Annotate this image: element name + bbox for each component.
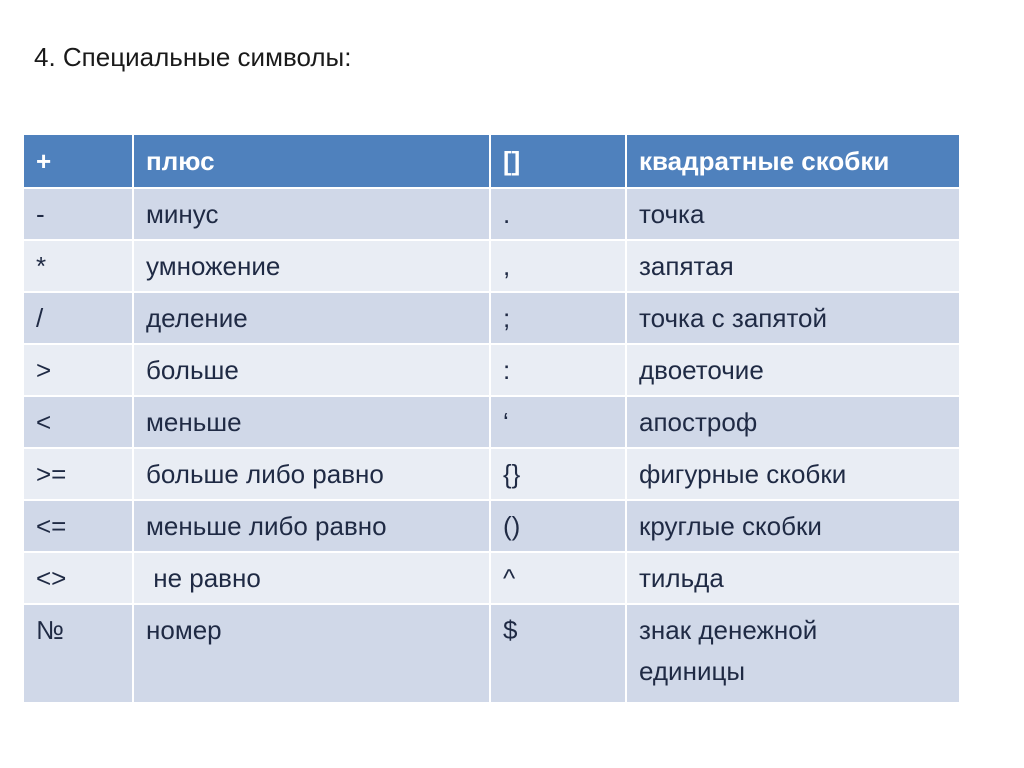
table-row [24, 448, 959, 500]
cell-symbol-1: > [24, 344, 133, 396]
table-row [24, 396, 959, 448]
header-symbol-2: [] [490, 135, 626, 188]
table-row [24, 344, 959, 396]
table-row [24, 552, 959, 604]
cell-name-1: больше [133, 344, 490, 396]
cell-name-1: минус [133, 188, 490, 240]
cell-symbol-2: : [490, 344, 626, 396]
cell-name-2: точка с запятой [626, 292, 959, 344]
cell-symbol-1: / [24, 292, 133, 344]
cell-name-2: запятая [626, 240, 959, 292]
cell-name-1: номер [133, 604, 490, 703]
cell-symbol-2: , [490, 240, 626, 292]
cell-name-1: не равно [133, 552, 490, 604]
cell-name-2: фигурные скобки [626, 448, 959, 500]
header-name-2: квадратные скобки [626, 135, 959, 188]
cell-name-1: меньше [133, 396, 490, 448]
cell-symbol-1: - [24, 188, 133, 240]
cell-name-2: двоеточие [626, 344, 959, 396]
cell-name-1: меньше либо равно [133, 500, 490, 552]
table-row [24, 604, 959, 703]
header-name-1: плюс [133, 135, 490, 188]
cell-name-2: апостроф [626, 396, 959, 448]
cell-symbol-1: <> [24, 552, 133, 604]
cell-symbol-2: ; [490, 292, 626, 344]
table-row [24, 188, 959, 240]
cell-symbol-2: {} [490, 448, 626, 500]
table-row [24, 500, 959, 552]
cell-symbol-1: № [24, 604, 133, 703]
cell-name-1: деление [133, 292, 490, 344]
cell-symbol-1: >= [24, 448, 133, 500]
cell-name-1: больше либо равно [133, 448, 490, 500]
cell-name-2: знак денежной единицы [626, 604, 959, 703]
cell-symbol-2: . [490, 188, 626, 240]
cell-name-2: точка [626, 188, 959, 240]
header-symbol-1: + [24, 135, 133, 188]
cell-name-1: умножение [133, 240, 490, 292]
table-row [24, 292, 959, 344]
slide-title: 4. Специальные символы: [34, 42, 352, 72]
cell-symbol-2: $ [490, 604, 626, 703]
cell-symbol-1: * [24, 240, 133, 292]
cell-symbol-2: ‘ [490, 396, 626, 448]
table-header-row [24, 135, 959, 188]
cell-symbol-2: ^ [490, 552, 626, 604]
symbols-table [24, 135, 959, 704]
table-row [24, 240, 959, 292]
cell-symbol-1: < [24, 396, 133, 448]
cell-name-2: круглые скобки [626, 500, 959, 552]
cell-symbol-1: <= [24, 500, 133, 552]
cell-symbol-2: () [490, 500, 626, 552]
cell-name-2: тильда [626, 552, 959, 604]
